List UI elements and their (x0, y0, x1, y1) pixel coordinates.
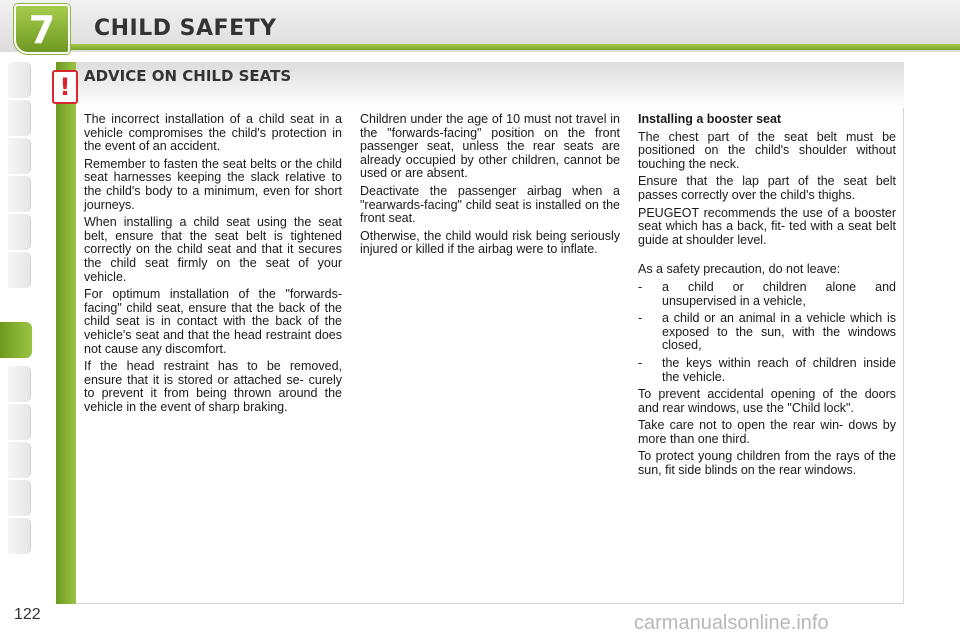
paragraph: The incorrect installation of a child seat in a vehicle compromises the child's protection in the event of an accident. (84, 112, 342, 154)
column-3 (638, 113, 896, 482)
side-tab-9[interactable] (8, 404, 31, 440)
paragraph: Remember to fasten the seat belts or the child seat harnesses keeping the slack relative to the child's body to a minimum, even for short journeys. (84, 156, 342, 212)
side-tab-1[interactable] (8, 62, 31, 98)
section-title: ADVICE ON CHILD SEATS (84, 67, 292, 85)
precaution-intro: As a safety precaution, do not leave: (638, 262, 841, 277)
side-tab-12[interactable] (8, 518, 31, 554)
chapter-side-tabs (0, 62, 40, 582)
column-1 (84, 113, 342, 418)
paragraph: When installing a child seat using the seat belt, ensure that the seat belt is tightened correctly on the child seat and that it secures the child seat firmly on the seat of your vehicle. (84, 215, 342, 284)
paragraph: Otherwise, the child would risk being seriously injured or killed if the airbag were to inflate. (360, 228, 620, 257)
side-tab-5[interactable] (8, 214, 31, 250)
side-tab-3[interactable] (8, 138, 31, 174)
paragraph: If the head restraint has to be removed, ensure that it is stored or attached se- curely to prevent it from being thrown around the vehicle in the event of sharp braking. (84, 359, 342, 414)
header-accent-line (70, 44, 960, 50)
list-item-text: a child or an animal in a vehicle which is exposed to the sun, with the windows closed, (662, 311, 896, 353)
chapter-title: CHILD SAFETY (94, 16, 277, 41)
paragraph: For optimum installation of the "forwards-facing" child seat, ensure that the back of the child seat is in contact with the back of the vehicle's seat and that the head restraint does not cause any discomfort. (84, 287, 342, 356)
panel-green-bar (56, 62, 76, 604)
side-tab-6[interactable] (8, 252, 31, 288)
side-tab-11[interactable] (8, 480, 31, 516)
watermark: carmanualsonline.info (634, 612, 829, 634)
column-2 (360, 113, 620, 261)
paragraph: Children under the age of 10 must not travel in the "forwards-facing" position on the front passenger seat, unless the rear seats are already occupied by other children, cannot be used or are absent. (360, 112, 620, 181)
paragraph: Deactivate the passenger airbag when a "rearwards-facing" child seat is installed on the front seat. (360, 183, 620, 226)
dash-bullet: - (638, 355, 643, 370)
paragraph: To prevent accidental opening of the doors and rear windows, use the "Child lock". (638, 387, 896, 415)
chapter-badge (14, 4, 70, 54)
list-item (638, 312, 896, 353)
dash-bullet: - (638, 311, 643, 326)
paragraph: The chest part of the seat belt must be positioned on the child's shoulder without touching the neck. (638, 129, 896, 171)
page-number: 122 (14, 606, 41, 623)
paragraph: To protect young children from the rays of the sun, fit side blinds on the rear windows. (638, 449, 896, 478)
side-tab-8[interactable] (8, 366, 31, 402)
list-item (638, 357, 896, 384)
list-item-text: the keys within reach of children inside the vehicle. (662, 355, 896, 384)
side-tab-2[interactable] (8, 100, 31, 136)
warning-icon: ! (52, 70, 78, 104)
paragraph: PEUGEOT recommends the use of a booster seat which has a back, fit- ted with a seat belt guide at shoulder level. (638, 205, 896, 247)
paragraph: Take care not to open the rear win- dows by more than one third. (638, 418, 896, 446)
dash-bullet: - (638, 279, 643, 294)
list-item (638, 281, 896, 308)
booster-seat-heading: Installing a booster seat (638, 112, 782, 126)
side-tab-4[interactable] (8, 176, 31, 212)
chapter-number: 7 (28, 8, 56, 52)
side-tab-7-active[interactable] (0, 322, 32, 358)
paragraph: Ensure that the lap part of the seat belt passes correctly over the child's thighs. (638, 174, 896, 202)
list-item-text: a child or children alone and unsupervised in a vehicle, (662, 279, 896, 308)
side-tab-10[interactable] (8, 442, 31, 478)
